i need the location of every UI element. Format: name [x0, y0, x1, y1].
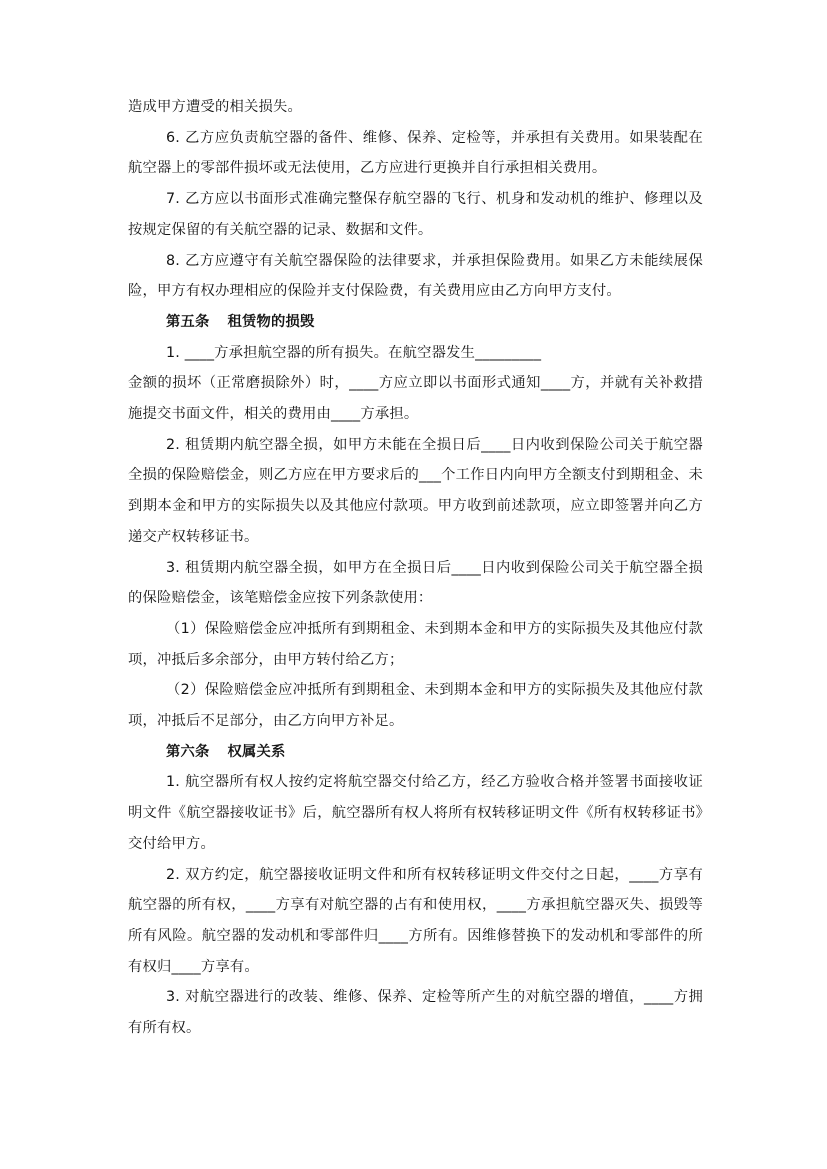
paragraph-loss-continuation: 造成甲方遭受的相关损失。	[128, 99, 302, 115]
article-number: 第六条	[166, 743, 210, 760]
paragraph-clause-5-3-item-1: （1）保险赔偿金应冲抵所有到期租金、未到期本金和甲方的实际损失及其他应付款项，冲抵后多余部分，由甲方转付给乙方；	[128, 620, 703, 668]
article-title: 租赁物的损毁	[227, 313, 315, 330]
paragraph-clause-6-3: 3. 对航空器进行的改装、维修、保养、定检等所产生的对航空器的增值，____方拥有所有权。	[128, 989, 703, 1037]
paragraph-clause-5-1-line1: 1. ____方承担航空器的所有损失。在航空器发生_________	[166, 344, 542, 361]
paragraph-clause-4-8: 8. 乙方应遵守有关航空器保险的法律要求，并承担保险费用。如果乙方未能续展保险，甲方有权办理相应的保险并支付保险费，有关费用应由乙方向甲方支付。	[128, 252, 703, 300]
paragraph-clause-6-1: 1. 航空器所有权人按约定将航空器交付给乙方，经乙方验收合格并签署书面接收证明文件《航空器接收证书》后，航空器所有权人将所有权转移证明文件《所有权转移证书》交付给甲方。	[128, 774, 703, 852]
paragraph-clause-5-3-item-2: （2）保险赔偿金应冲抵所有到期租金、未到期本金和甲方的实际损失及其他应付款项，冲抵后不足部分，由乙方向甲方补足。	[128, 682, 703, 730]
paragraph-clause-5-1-line2: 金额的损坏（正常磨损除外）时，____方应立即以书面形式通知____方，并就有关补救措施提交书面文件，相关的费用由____方承担。	[128, 375, 703, 423]
paragraph-clause-5-2: 2. 租赁期内航空器全损，如甲方未能在全损日后____日内收到保险公司关于航空器全损的保险赔偿金，则乙方应在甲方要求后的___个工作日内向甲方全额支付到期租金、未到期本金和甲方的实际损失以及其他应付款项。甲方收到前述款项，应立即签署并向乙方递交产权转移证书。	[128, 436, 703, 545]
paragraph-clause-4-7: 7. 乙方应以书面形式准确完整保存航空器的飞行、机身和发动机的维护、修理以及按规定保留的有关航空器的记录、数据和文件。	[128, 191, 703, 238]
document-body	[128, 92, 703, 1044]
paragraph-clause-5-3: 3. 租赁期内航空器全损，如甲方在全损日后____日内收到保险公司关于航空器全损的保险赔偿金，该笔赔偿金应按下列条款使用：	[128, 559, 703, 607]
section-heading-article-6	[128, 737, 703, 768]
paragraph-clause-4-6: 6. 乙方应负责航空器的备件、维修、保养、定检等，并承担有关费用。如果装配在航空器上的零部件损坏或无法使用，乙方应进行更换并自行承担相关费用。	[128, 129, 703, 177]
article-title: 权属关系	[227, 743, 286, 760]
article-number: 第五条	[166, 313, 210, 330]
paragraph-clause-6-2: 2. 双方约定，航空器接收证明文件和所有权转移证明文件交付之日起，____方享有航空器的所有权，____方享有对航空器的占有和使用权，____方承担航空器灭失、损毁等所有风险。航空器的发动机和零部件归____方所有。因维修替换下的发动机和零部件的所有权归____方享有。	[128, 866, 703, 975]
section-heading-article-5	[128, 307, 703, 338]
